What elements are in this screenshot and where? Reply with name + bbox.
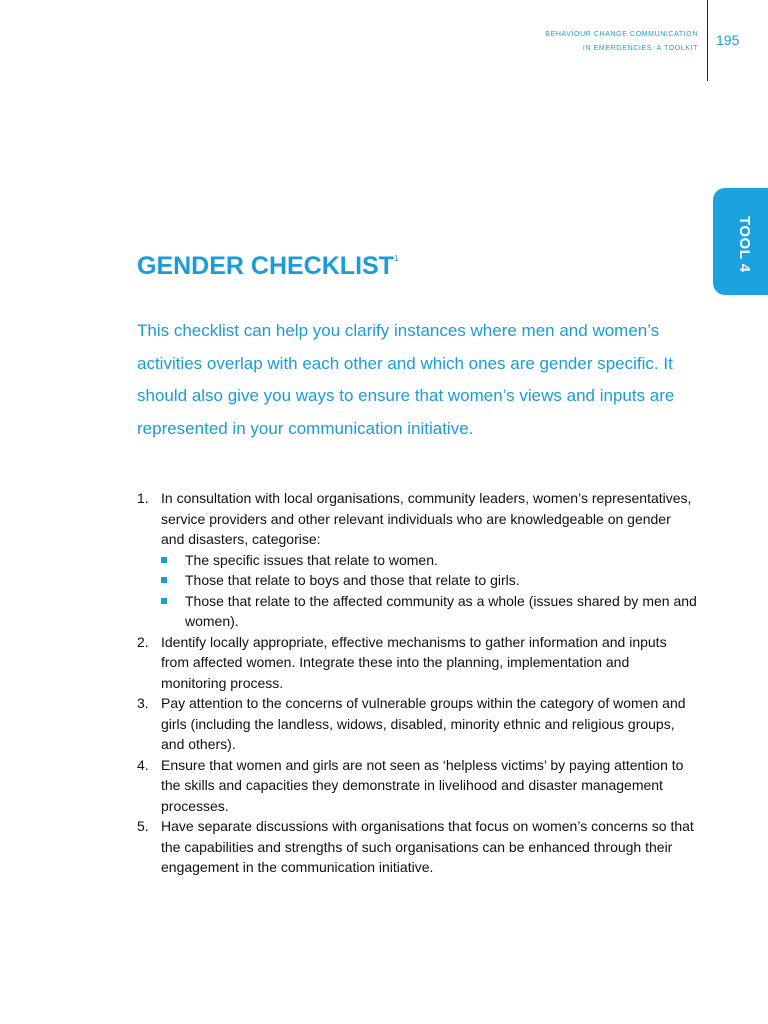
footnote-marker: 1 — [393, 254, 399, 263]
checklist-item — [137, 488, 697, 632]
checklist-item — [137, 816, 697, 878]
section-tab-label: TOOL 4 — [736, 216, 753, 273]
item-text: Ensure that women and girls are not seen as ‘helpless victims’ by paying attention to the skills and capacities they demonstrate in livelihood and disaster management processes. — [161, 756, 684, 814]
running-header-title: BEHAVIOUR CHANGE COMMUNICATION — [545, 31, 698, 38]
item-number: 1. — [137, 490, 149, 506]
sub-list-item — [161, 550, 697, 571]
item-number: 5. — [137, 818, 149, 834]
page-title — [137, 252, 398, 281]
item-text: Have separate discussions with organisations that focus on women’s concerns so that the capabilities and strengths of such organisations can be enhanced through their engagement in the communication initiative. — [161, 818, 694, 875]
square-bullet-icon — [161, 557, 167, 563]
checklist-item — [137, 632, 697, 694]
page-title-text: GENDER CHECKLIST — [137, 252, 394, 280]
square-bullet-icon — [161, 577, 167, 583]
item-text: Pay attention to the concerns of vulnerable groups within the category of women and girls (including the landless, widows, disabled, minority ethnic and religious groups, and others). — [161, 695, 686, 752]
item-number: 4. — [137, 756, 149, 773]
item-text: Identify locally appropriate, effective mechanisms to gather information and inputs from affected women. Integrate these into the planning, implementation and monitoring process. — [161, 633, 667, 691]
sub-item-text: The specific issues that relate to women. — [185, 551, 438, 568]
item-number: 2. — [137, 633, 149, 650]
header-divider — [707, 0, 708, 81]
sub-list — [161, 550, 697, 632]
square-bullet-icon — [161, 598, 167, 604]
sub-list-item — [161, 591, 697, 632]
checklist-item — [137, 755, 697, 817]
page-number: 195 — [716, 32, 740, 48]
running-header-subtitle: IN EMERGENCIES: A TOOLKIT — [582, 45, 698, 52]
checklist — [137, 488, 697, 878]
item-text: In consultation with local organisations, community leaders, women’s representatives, service providers and other relevant individuals who are knowledgeable on gender and disasters, categorise: — [161, 490, 692, 547]
item-number: 3. — [137, 695, 149, 711]
sub-item-text: Those that relate to the affected community as a whole (issues shared by men and women). — [185, 592, 697, 629]
sub-list-item — [161, 570, 697, 591]
intro-paragraph: This checklist can help you clarify instances where men and women’s activities overlap with each other and which ones are gender specific. It should also give you ways to ensure that women’s views and inputs are represented in your communication initiative. — [137, 321, 675, 438]
checklist-item — [137, 693, 697, 755]
sub-item-text: Those that relate to boys and those that relate to girls. — [185, 572, 520, 588]
